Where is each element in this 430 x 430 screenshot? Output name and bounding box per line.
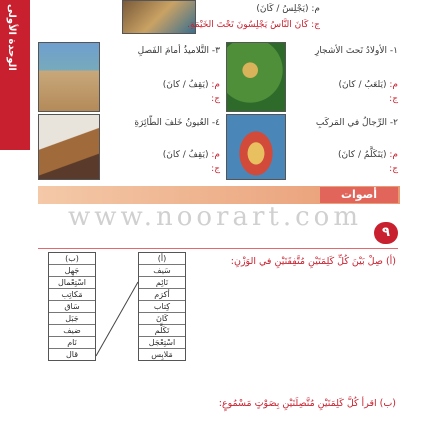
word-cell[interactable]: نَام bbox=[49, 336, 95, 348]
tent-illustration bbox=[122, 0, 196, 34]
exercise-1-sentence: ١- الأولادُ تَحتَ الأشجارِ bbox=[314, 46, 398, 56]
section-number-badge: ٩ bbox=[374, 222, 398, 244]
word-cell[interactable]: اسْتِعْمال bbox=[49, 276, 95, 288]
example-match-line bbox=[94, 252, 140, 362]
word-column-b bbox=[48, 252, 96, 361]
exercise-1-verbs: م: (يَلعَبُ / كانَ) bbox=[338, 80, 398, 90]
word-cell[interactable]: مَكاتِب bbox=[49, 288, 95, 300]
word-cell[interactable]: تَكَلَّم bbox=[139, 324, 185, 336]
column-header: (أ) bbox=[157, 254, 167, 263]
exercise-1-answer-prefix: ج: bbox=[389, 94, 398, 104]
exercise-2-sentence: ٢- الرِّجالُ في المَركَبِ bbox=[315, 118, 398, 128]
word-cell[interactable]: اسْتِعْجَل bbox=[139, 336, 185, 348]
exercise-4-answer-prefix: ج: bbox=[211, 164, 220, 174]
word-cell[interactable]: ضيف bbox=[49, 324, 95, 336]
unit-side-tab bbox=[0, 0, 30, 150]
word-cell[interactable]: جَهِل bbox=[49, 264, 95, 276]
exercise-2-answer-prefix: ج: bbox=[389, 164, 398, 174]
boat-men-illustration bbox=[226, 114, 286, 180]
exercise-4-sentence: ٤- العُيونُ خَلفَ الطّائِرَةِ bbox=[134, 118, 220, 128]
example-line-model: م: (يَجْلِسُ / كَانَ) bbox=[256, 4, 320, 14]
plane-illustration bbox=[38, 114, 100, 180]
task-b-instruction: (ب) اقرأ كُلَّ كَلِمَتَيْنِ مُتَّصِلَتَيْنِ بِصَوْتٍ مَسْمُوعٍ: bbox=[218, 398, 396, 409]
exercise-2-verbs: م: (يَتَكَلَّمُ / كانَ) bbox=[337, 150, 398, 160]
site-watermark: www.noorart.com bbox=[68, 202, 362, 232]
sounds-title: أصوات bbox=[320, 187, 398, 203]
word-column-a bbox=[138, 252, 186, 361]
children-under-trees-illustration bbox=[226, 42, 286, 112]
word-cell[interactable]: كِتاب bbox=[139, 300, 185, 312]
unit-label: الوحدة الأولى bbox=[6, 4, 17, 71]
exercise-3-sentence: ٣- التَّلاميذُ أمامَ الفَصلِ bbox=[137, 46, 220, 56]
word-cell[interactable]: قال bbox=[49, 348, 95, 360]
task-a-instruction: (أ) صِلْ بَيْنَ كُلِّ كَلِمَتَيْنِ مُتَّفِقَتَيْنِ في الوَزْنِ: bbox=[230, 256, 396, 267]
column-header: (ب) bbox=[65, 254, 79, 263]
word-cell[interactable]: أكرَم bbox=[139, 288, 185, 300]
students-illustration bbox=[38, 42, 100, 112]
exercise-3-answer-prefix: ج: bbox=[211, 94, 220, 104]
word-cell[interactable]: كَانَ bbox=[139, 312, 185, 324]
word-cell[interactable]: سَيف bbox=[139, 264, 185, 276]
word-cell[interactable]: نَائِم bbox=[139, 276, 185, 288]
word-cell[interactable]: سَاق bbox=[49, 300, 95, 312]
example-line-answer: ج: كَانَ النَّاسُ يَجْلِسُونَ تَحْتَ الخَيْمَةِ. bbox=[187, 20, 320, 30]
word-cell[interactable]: جَبَل bbox=[49, 312, 95, 324]
word-cell[interactable]: مَلابِس bbox=[139, 348, 185, 360]
exercise-3-verbs: م: (يَقِفُ / كانَ) bbox=[162, 80, 220, 90]
exercise-4-verbs: م: (يَقِفُ / كانَ) bbox=[162, 150, 220, 160]
section-divider bbox=[38, 248, 398, 249]
